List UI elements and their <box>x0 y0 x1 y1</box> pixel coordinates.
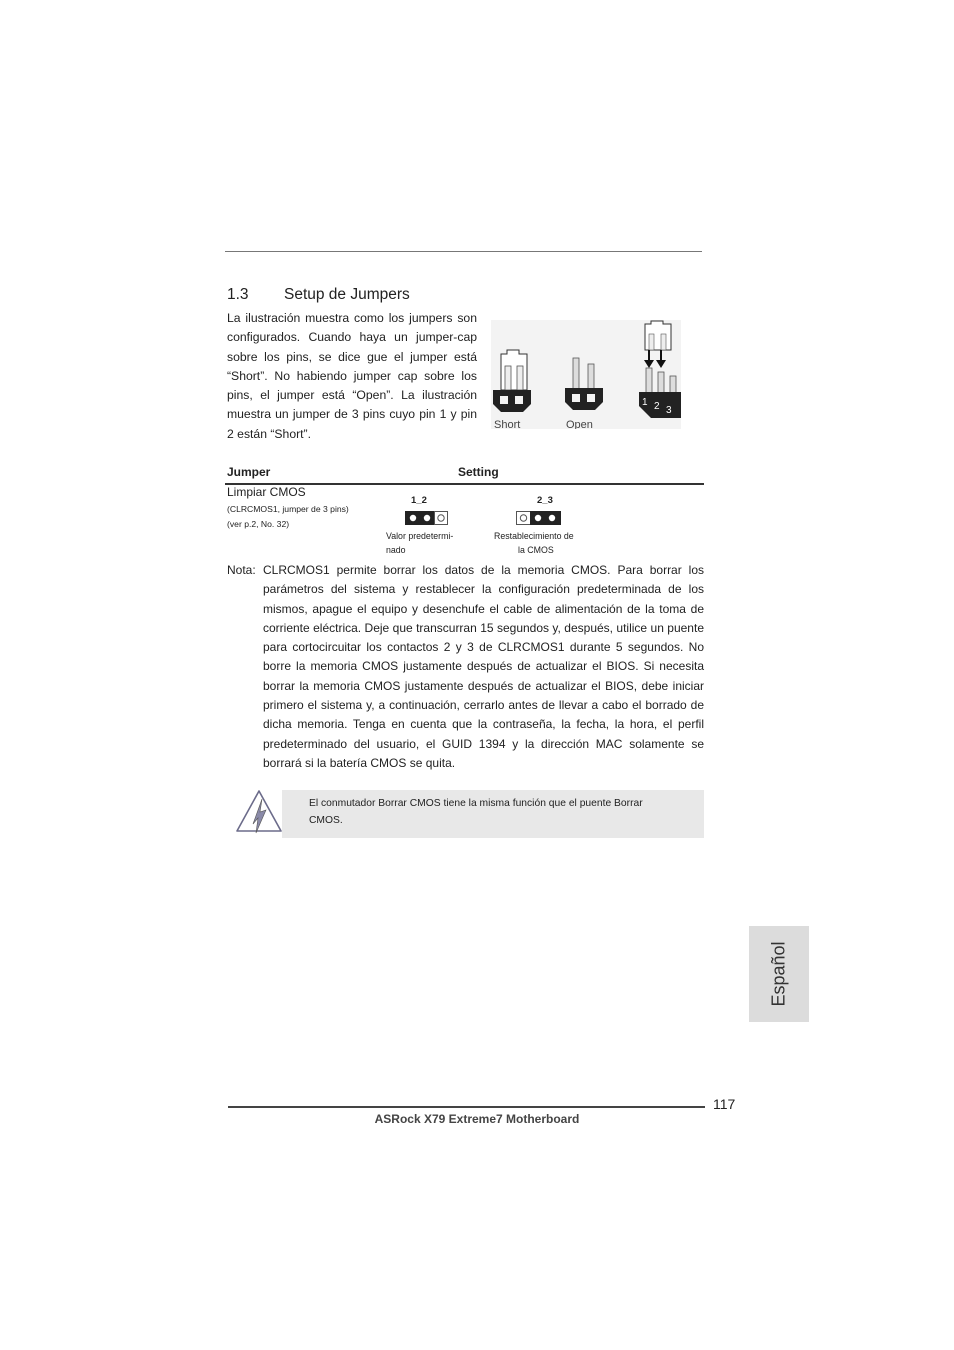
setting-1-2-caption-2: nado <box>386 545 406 555</box>
jumper-2-3-diagram <box>516 509 562 527</box>
note-block <box>227 561 704 773</box>
footer-rule <box>228 1106 705 1108</box>
language-tab-label: Español <box>768 941 789 1007</box>
pin-number-2: 2 <box>654 401 660 412</box>
footer-product-name: ASRock X79 Extreme7 Motherboard <box>374 1112 580 1126</box>
short-label: Short <box>494 419 521 429</box>
note-text: CLRCMOS1 permite borrar los datos de la memoria CMOS. Para borrar los parámetros del sistema y restablecer la configuración predeterminada de los mismos, apague el equipo y desenchufe el cable de alimentación de la toma de corriente eléctrica. Deje que transcurran 15 segundos y, después, utilice un puente para cortocircuitar los contactos 2 y 3 de CLRCMOS1 durante 5 segundos. No borre la memoria CMOS justamente después de actualizar el BIOS. Si necesita borrar la memoria CMOS justamente después de actualizar el BIOS, debe iniciar primero el sistema y, a continuación, cerrarlo antes de llevar a cabo el borrado de dicha memoria. Tenga en cuenta que la contraseña, la fecha, la hora, el perfil predeterminado del usuario, el GUID 1394 y la dirección MAC solamente se borrará si la batería CMOS se quita. <box>263 563 704 770</box>
pin-number-1: 1 <box>642 397 648 408</box>
warning-text: El conmutador Borrar CMOS tiene la misma función que el puente Borrar CMOS. <box>309 798 643 826</box>
three-pin-jumper <box>639 321 681 418</box>
table-header-jumper: Jumper <box>227 465 271 479</box>
page-number: 117 <box>713 1096 736 1112</box>
open-jumper <box>565 358 603 410</box>
note-label: Nota: <box>227 563 256 577</box>
setting-1-2-caption-1: Valor predetermi- <box>386 531 454 541</box>
section-heading <box>227 286 410 304</box>
short-jumper <box>493 350 531 412</box>
setting-2-3-pins: 2_3 <box>537 495 553 506</box>
jumper-illustration <box>491 320 681 429</box>
top-rule <box>225 251 702 252</box>
open-label: Open <box>566 419 593 429</box>
section-title: Setup de Jumpers <box>284 286 410 303</box>
setting-2-3-caption-1: Restablecimiento de <box>494 531 574 541</box>
pin-number-3: 3 <box>666 405 672 416</box>
warning-triangle-icon <box>234 788 284 836</box>
setting-2-3-caption-2: la CMOS <box>518 545 554 555</box>
jumper-detail-1: (CLRCMOS1, jumper de 3 pins) <box>227 504 349 514</box>
language-tab <box>749 926 809 1022</box>
jumper-illustration-svg <box>491 320 681 429</box>
setting-1-2-pins: 1_2 <box>411 495 427 506</box>
intro-paragraph: La ilustración muestra como los jumpers son configurados. Cuando haya un jumper-cap sobre los pins, se dice gue el jumper está “Short”. No habiendo jumper cap sobre los pins, el jumper está “Open”. La ilustración muestra un jumper de 3 pins cuyo pin 1 y pin 2 están “Short”. <box>227 311 477 441</box>
table-header-setting: Setting <box>458 465 499 479</box>
jumper-name: Limpiar CMOS <box>227 485 306 499</box>
jumper-1-2-diagram <box>405 509 449 527</box>
section-number: 1.3 <box>227 286 249 303</box>
jumper-detail-2: (ver p.2, No. 32) <box>227 519 290 529</box>
